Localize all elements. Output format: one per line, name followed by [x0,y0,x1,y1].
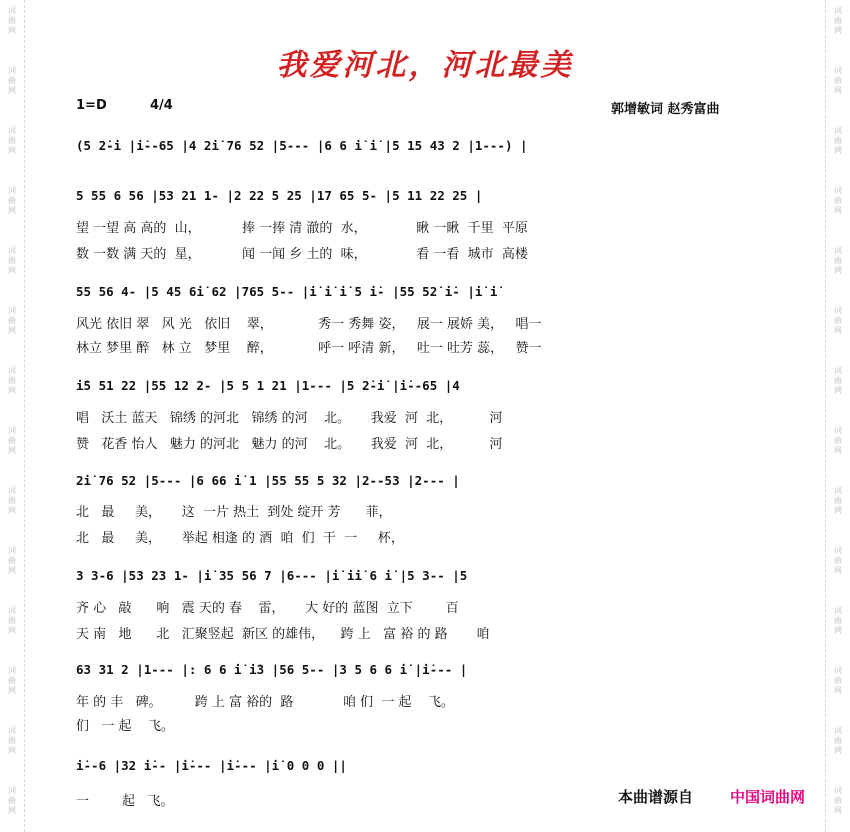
watermark: 词 曲 网 [834,126,842,155]
key-signature: 1=D [76,98,107,113]
lyric-line: 唱 沃土 蓝天 锦绣 的河北 锦绣 的河 北。 我爱 河 北， 河 [76,411,503,426]
right-watermark-strip [825,0,850,832]
watermark: 词 曲 网 [834,426,842,455]
watermark: 词 曲 网 [834,186,842,215]
watermark: 词 曲 网 [8,246,16,275]
notation-line: 2i̇ 76 52 |5--- |6 66 i̇ 1 |55 55 5 32 |2--53 |2--- | [76,473,460,488]
watermark: 词 曲 网 [8,186,16,215]
lyric-line: 赞 花香 怡人 魅力 的河北 魅力 的河 北。 我爱 河 北， 河 [76,437,503,452]
notation-line: 3 3-6 |53 23 1- |i̇ 35 56 7 |6--- |i̇ i̇i̇ 6 i̇ |5 3-- |5 [76,568,468,583]
watermark: 词 曲 网 [8,366,16,395]
notation-line: 5 55 6 56 |53 21 1- |2 22 5 25 |17 65 5- |5 11 22 25 | [76,188,483,203]
credits: 郭增敏词 赵秀富曲 [611,102,720,117]
watermark: 词 曲 网 [8,306,16,335]
watermark: 词 曲 网 [834,726,842,755]
watermark: 词 曲 网 [8,486,16,515]
watermark: 词 曲 网 [834,786,842,815]
song-title: 我爱河北，河北最美 [276,48,574,83]
watermark: 词 曲 网 [8,666,16,695]
time-signature: 4/4 [150,98,173,113]
notation-line: i̇--6 |32 i̇-- |i̇--- |i̇--- |i̇ 0 0 0 || [76,758,347,773]
watermark: 词 曲 网 [834,66,842,95]
lyric-line: 年 的 丰 碑。 跨 上 富 裕的 路 咱 们 一 起 飞。 [76,695,455,710]
watermark: 词 曲 网 [834,606,842,635]
lyric-line: 北 最 美， 这 一片 热土 到处 绽开 芳 菲， [76,505,392,520]
site-name: 中国词曲网 [730,788,806,806]
watermark: 词 曲 网 [8,546,16,575]
watermark: 词 曲 网 [834,306,842,335]
watermark: 词 曲 网 [8,66,16,95]
notation-line: (5 2̇-i |i̇--65 |4 2i̇ 76 52 |5--- |6 6 i̇ i̇ |5 15 43 2 |1---) | [76,138,528,153]
lyric-line: 一 起 飞。 [76,794,174,809]
watermark: 词 曲 网 [834,366,842,395]
lyric-line: 数 一数 满 天的 星， 闻 一闻 乡 土的 味， 看 一看 城市 高楼 [76,247,528,262]
lyric-line: 齐 心 敲 响 震 天的 春 雷， 大 好的 蓝图 立下 百 [76,601,459,616]
lyric-line: 们 一 起 飞。 [76,719,175,734]
watermark: 词 曲 网 [834,486,842,515]
lyric-line: 林立 梦里 醉 林 立 梦里 醉， 呼一 呼清 新， 吐一 吐芳 蕊， 赞一 [76,341,542,356]
lyric-line: 天 南 地 北 汇聚竖起 新区 的雄伟， 跨 上 富 裕 的 路 咱 [76,627,490,642]
watermark: 词 曲 网 [834,6,842,35]
lyric-line: 望 一望 高 高的 山， 捧 一捧 清 澈的 水， 瞅 一瞅 千里 平原 [76,221,528,236]
source-label: 本曲谱源自 [618,788,694,806]
notation-line: 55 56 4- |5 45 6i̇ 62 |765 5-- |i̇ i̇ i̇ 5 i̇- |55 52̇ i̇- |i̇ i̇ [76,284,498,299]
watermark: 词 曲 网 [8,786,16,815]
notation-line: 63 31 2 |1--- |: 6 6 i̇ i̇3 |56 5-- |3 5 6 6 i̇ |i̇--- | [76,662,468,677]
watermark: 词 曲 网 [8,606,16,635]
watermark: 词 曲 网 [8,726,16,755]
watermark: 词 曲 网 [834,246,842,275]
watermark: 词 曲 网 [834,546,842,575]
watermark: 词 曲 网 [8,426,16,455]
watermark: 词 曲 网 [834,666,842,695]
watermark: 词 曲 网 [8,126,16,155]
watermark: 词 曲 网 [8,6,16,35]
notation-line: i̇5 51 22 |55 12 2- |5 5 1 21 |1--- |5 2̇-i̇ |i̇--65 |4 [76,378,460,393]
lyric-line: 风光 依旧 翠 风 光 依旧 翠， 秀一 秀舞 姿， 展一 展娇 美， 唱一 [76,317,542,332]
lyric-line: 北 最 美， 举起 相逢 的 酒 咱 们 干 一 杯， [76,531,404,546]
left-watermark-strip [0,0,25,832]
